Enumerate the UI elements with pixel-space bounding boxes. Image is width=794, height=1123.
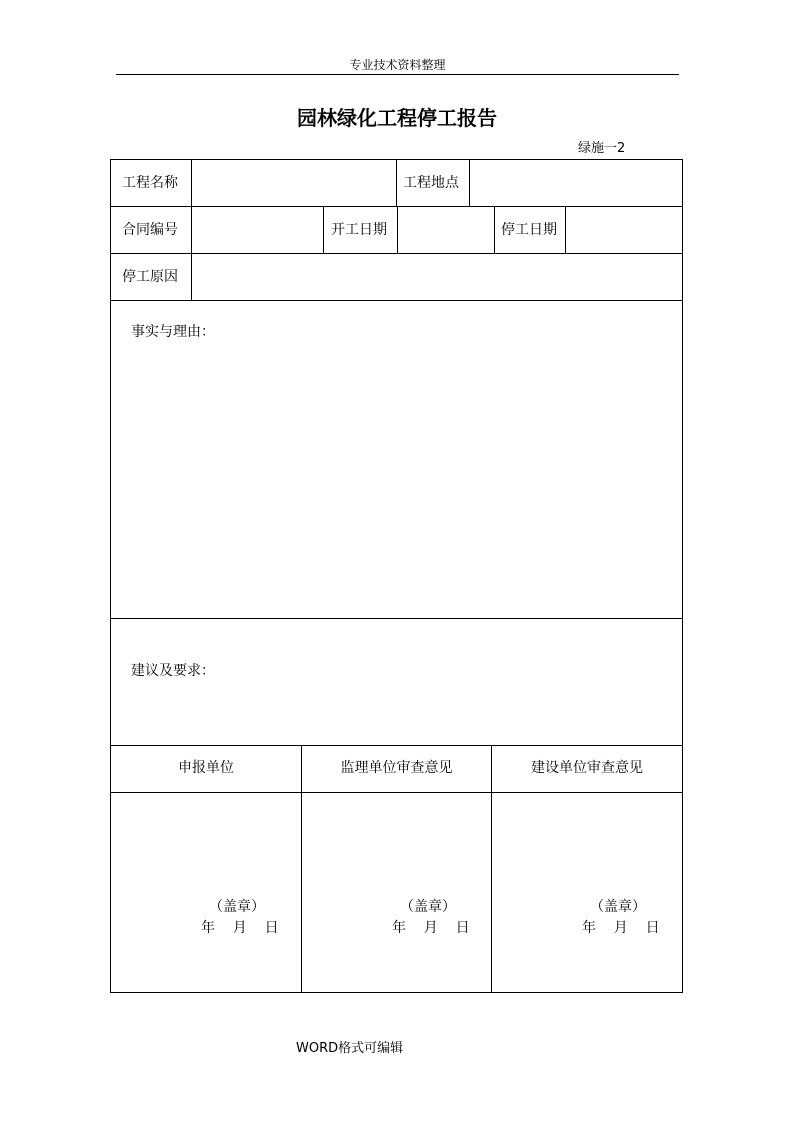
supervision-review-heading: 监理单位审查意见 <box>340 760 453 776</box>
project-name-field[interactable] <box>192 160 396 206</box>
suggestions-label: 建议及要求： <box>131 663 215 679</box>
page-footer: WORD格式可编辑 <box>296 1041 404 1056</box>
seal-label: （盖章） <box>590 899 646 915</box>
project-name-label: 工程名称 <box>122 175 178 191</box>
stop-date-label: 停工日期 <box>501 222 557 238</box>
document-title: 园林绿化工程停工报告 <box>297 106 497 130</box>
column-divider <box>494 206 495 253</box>
stop-work-report-form <box>110 159 683 993</box>
page-header <box>116 56 679 75</box>
facts-and-reasons-label: 事实与理由： <box>131 324 215 340</box>
owner-signature-block[interactable] <box>492 793 682 992</box>
contract-number-field[interactable] <box>192 206 323 253</box>
stop-date-field[interactable] <box>566 206 682 253</box>
column-divider <box>323 206 324 253</box>
page-header-text: 专业技术资料整理 <box>349 58 446 72</box>
seal-label: （盖章） <box>209 899 265 915</box>
column-divider <box>396 160 397 206</box>
start-date-label: 开工日期 <box>331 222 387 238</box>
seal-label: （盖章） <box>400 899 456 915</box>
suggestions-area[interactable] <box>111 619 682 745</box>
project-location-field[interactable] <box>470 160 682 206</box>
applicant-unit-heading: 申报单位 <box>178 760 234 776</box>
start-date-field[interactable] <box>398 206 494 253</box>
supervision-signature-block[interactable] <box>302 793 491 992</box>
stop-reason-label: 停工原因 <box>122 269 178 285</box>
form-code: 绿施一2 <box>578 141 626 156</box>
date-line: 年 月 日 <box>392 920 470 936</box>
date-line: 年 月 日 <box>201 920 279 936</box>
applicant-signature-block[interactable] <box>111 793 301 992</box>
date-line: 年 月 日 <box>582 920 660 936</box>
project-location-label: 工程地点 <box>403 175 459 191</box>
facts-and-reasons-area[interactable] <box>111 301 682 618</box>
owner-review-heading: 建设单位审查意见 <box>531 760 643 776</box>
stop-reason-field[interactable] <box>192 253 682 300</box>
row-divider <box>111 745 682 746</box>
contract-number-label: 合同编号 <box>122 222 178 238</box>
